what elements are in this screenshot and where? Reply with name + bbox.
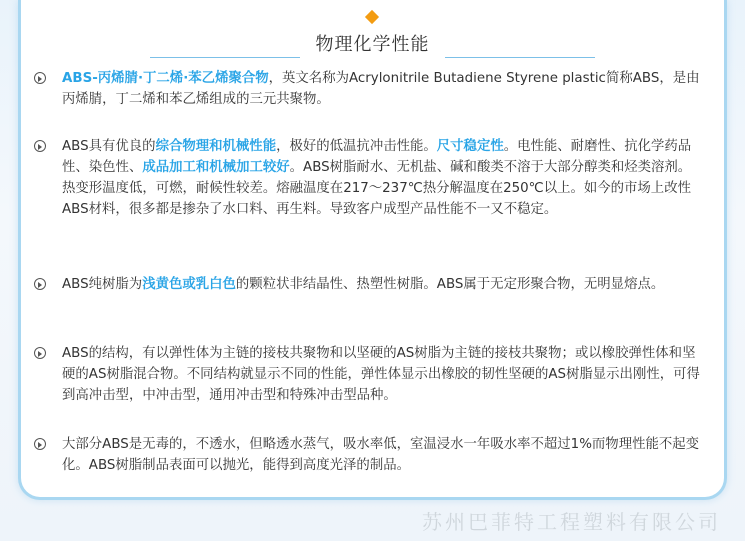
item-text [62, 274, 704, 295]
body-text: ABS的结构，有以弹性体为主链的接枝共聚物和以坚硬的AS树脂为主链的接枝共聚物；或以橡胶弹性体和坚硬的AS树脂混合物。不同结构就显示不同的性能，弹性体显示出橡胶的韧性坚硬的AS树脂显示出刚性，可得到高冲击型，中冲击型，通用冲击型和特殊冲击型品种。 [62, 346, 700, 403]
bullet-arrow-icon [34, 140, 46, 152]
item-text [62, 136, 704, 220]
list-item [34, 136, 704, 220]
title-divider-left [150, 57, 300, 58]
list-item [34, 343, 704, 406]
body-text: 的颗粒状非结晶性、热塑性树脂。ABS属于无定形聚合物，无明显熔点。 [235, 277, 665, 292]
highlight-text: 浅黄色或乳白色 [142, 277, 236, 292]
list-item [34, 434, 704, 476]
item-text [62, 434, 704, 476]
body-text: ABS纯树脂为 [62, 277, 143, 292]
list-item [34, 274, 704, 295]
bullet-arrow-icon [34, 347, 46, 359]
item-text [62, 343, 704, 406]
list-item [34, 68, 704, 110]
body-text: ，英文名称为Acrylonitrile Butadiene Styrene plastic简称ABS，是由丙烯腈，丁二烯和苯乙烯组成的三元共聚物。 [62, 71, 700, 107]
body-text: ABS具有优良的 [62, 139, 156, 154]
section-title: 物理化学性能 [315, 34, 430, 55]
bullet-arrow-icon [34, 72, 46, 84]
bullet-arrow-icon [34, 278, 46, 290]
bullet-arrow-icon [34, 438, 46, 450]
item-text [62, 68, 704, 110]
highlight-text: 尺寸稳定性 [436, 139, 504, 154]
body-text: 。ABS树脂耐水、无机盐、碱和酸类不溶于大部分醇类和烃类溶剂。热变形温度低，可燃，耐候性较差。熔融温度在217～237℃热分解温度在250℃以上。如今的市场上改性ABS材料，很多都是掺杂了水口料、再生料。导致客户成型产品性能不一又不稳定。 [62, 160, 692, 217]
highlight-text: 成品加工和机械加工较好 [142, 160, 290, 175]
highlight-text: 综合物理和机械性能 [155, 139, 277, 154]
body-text: 大部分ABS是无毒的，不透水，但略透水蒸气，吸水率低，室温浸水一年吸水率不超过1%而物理性能不起变化。ABS树脂制品表面可以抛光，能得到高度光泽的制品。 [62, 437, 700, 473]
highlight-text: ABS-丙烯腈·丁二烯·苯乙烯聚合物 [62, 71, 269, 86]
body-text: 。电性能、耐磨性、抗化学药品性、染色性、 [62, 139, 692, 175]
company-watermark: 苏州巴菲特工程塑料有限公司 [422, 510, 721, 534]
body-text: ，极好的低温抗冲击性能。 [276, 139, 437, 154]
title-divider-right [445, 57, 595, 58]
